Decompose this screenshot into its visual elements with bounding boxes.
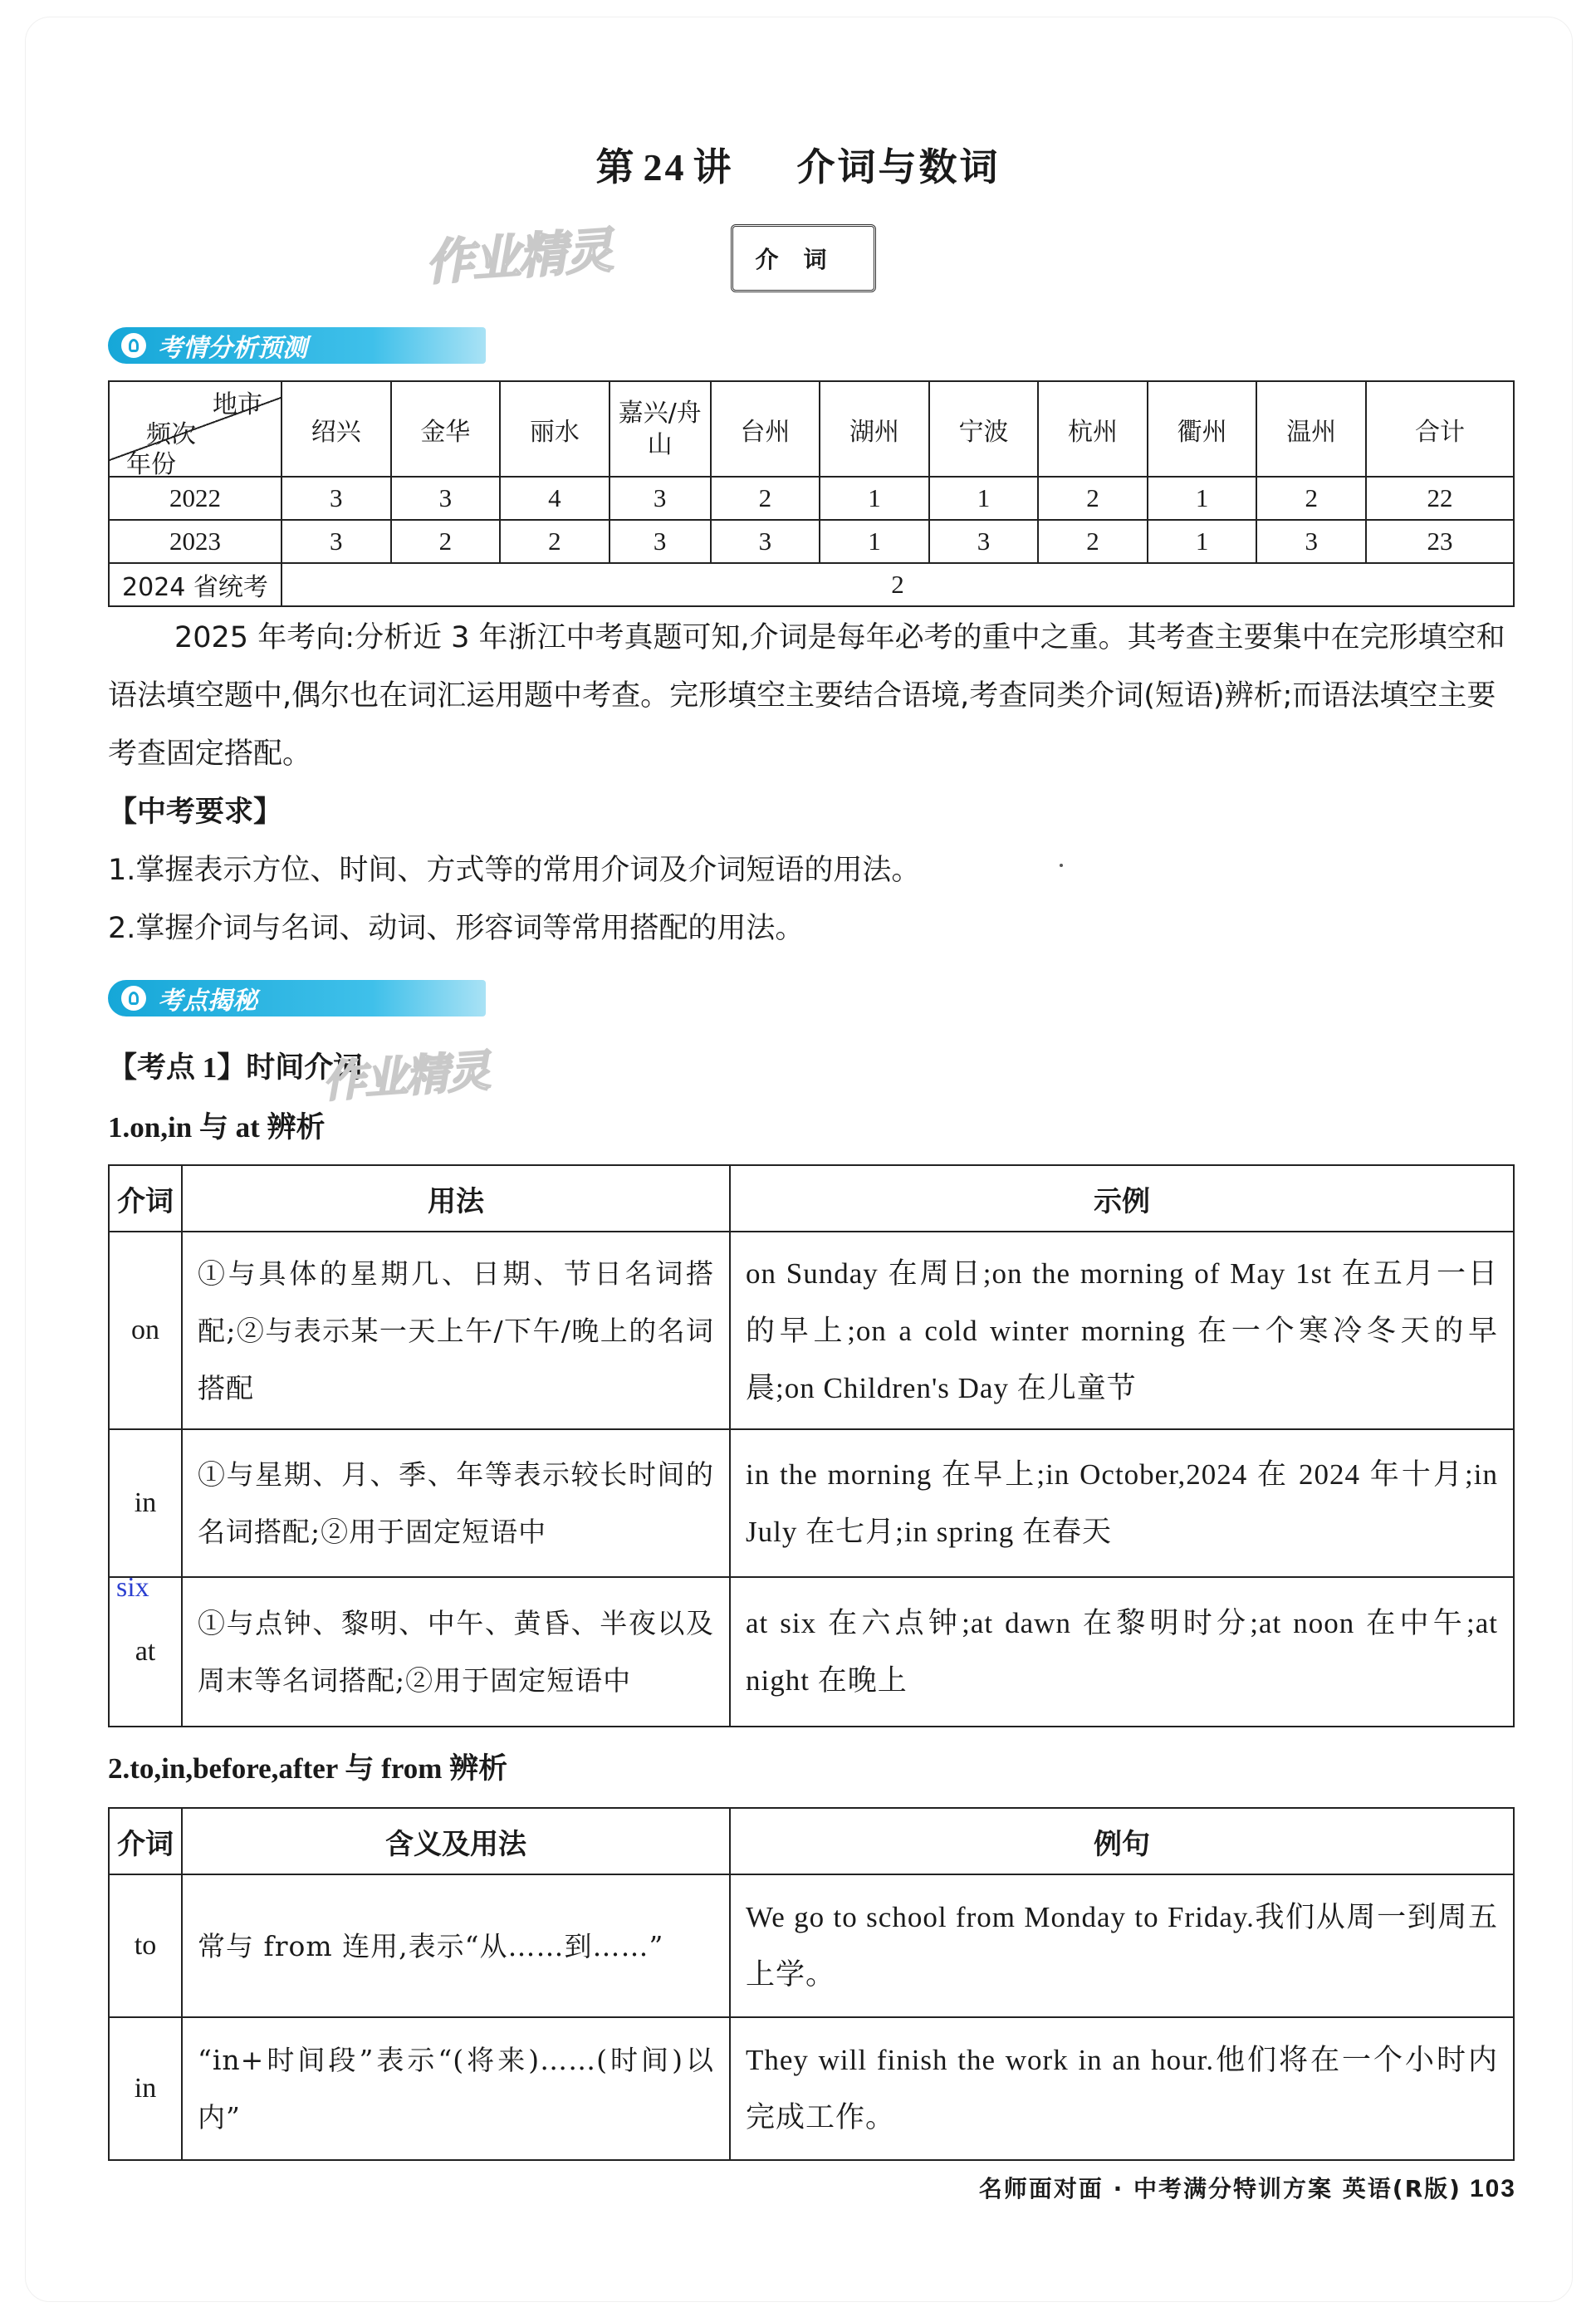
table-row: 2023 3 2 2 3 3 1 3 2 1 3 23: [109, 520, 1514, 563]
preposition-table: [108, 1807, 1515, 2161]
requirement-item: 2.掌握介词与名词、动词、形容词等常用搭配的用法。: [108, 912, 805, 945]
requirements: [108, 783, 1516, 958]
analysis-banner: 考情分析预测: [108, 327, 486, 364]
requirements-heading: 【中考要求】: [108, 796, 283, 829]
column-header: 介词: [109, 1808, 182, 1874]
column-header: 示例: [730, 1165, 1514, 1232]
sub-heading: 1.on,in 与 at 辨析: [108, 1111, 326, 1144]
trend-paragraph: 2025 年考向:分析近 3 年浙江中考真题可知,介词是每年必考的重中之重。其考查主要集中在完形填空和语法填空题中,偶尔也在词汇运用题中考查。完形填空主要结合语境,考查同类介词(短语)辨析;而语法填空主要考查固定搭配。: [108, 621, 1505, 771]
column-header: 丽水: [500, 381, 610, 477]
table-row: 2024 省统考 2: [109, 563, 1514, 606]
requirement-item: 1.掌握表示方位、时间、方式等的常用介词及介词短语的用法。: [108, 854, 921, 887]
watermark: 作业精灵: [321, 1046, 491, 1108]
column-header: 合计: [1366, 381, 1514, 477]
time-preposition-table: [108, 1164, 1515, 1727]
lightbulb-icon: [121, 333, 146, 358]
column-header: 杭州: [1038, 381, 1148, 477]
section-tag: 介词: [731, 224, 876, 292]
page-footer: 名师面对面 · 中考满分特训方案 英语(R版) 103: [978, 2175, 1516, 2202]
handwritten-annotation: six: [116, 1572, 149, 1603]
column-header: 用法: [182, 1165, 730, 1232]
table-row: in “in+时间段”表示“(将来)……(时间)以内” They will finish the work in an hour.他们将在一个小时内完成工作。: [109, 2017, 1514, 2160]
column-header: 宁波: [929, 381, 1039, 477]
column-header: 嘉兴/舟山: [610, 381, 711, 477]
table-row: in ①与星期、月、季、年等表示较长时间的名词搭配;②用于固定短语中 in the morning 在早上;in October,2024 在 2024 年十月;in July 在七月;in spring 在春天: [109, 1429, 1514, 1577]
lightbulb-icon: [121, 986, 146, 1011]
column-header: 台州: [711, 381, 820, 477]
column-header: 介词: [109, 1165, 182, 1232]
stats-table: [108, 380, 1515, 607]
column-header: 含义及用法: [182, 1808, 730, 1874]
point-heading: 【考点 1】时间介词: [108, 1051, 363, 1084]
table-row: 2022 3 3 4 3 2 1 1 2 1 2 22: [109, 477, 1514, 520]
column-header: 绍兴: [282, 381, 391, 477]
column-header: 衢州: [1148, 381, 1257, 477]
watermark: 作业精灵: [423, 222, 614, 291]
lecture-title: 第 24 讲 介词与数词: [595, 145, 1001, 189]
stray-dot: [1060, 864, 1063, 867]
points-banner: 考点揭秘: [108, 980, 486, 1016]
sub-heading: 2.to,in,before,after 与 from 辨析: [108, 1752, 508, 1785]
column-header: 湖州: [820, 381, 929, 477]
table-row: at ①与点钟、黎明、中午、黄昏、半夜以及周末等名词搭配;②用于固定短语中 at six 在六点钟;at dawn 在黎明时分;at noon 在中午;at night 在晚上: [109, 1577, 1514, 1727]
column-header: 金华: [391, 381, 501, 477]
table-row: to 常与 from 连用,表示“从……到……” We go to school from Monday to Friday.我们从周一到周五上学。: [109, 1874, 1514, 2017]
page-number: 103: [1469, 2175, 1516, 2202]
column-header: 例句: [730, 1808, 1514, 1874]
table-row: on ①与具体的星期几、日期、节日名词搭配;②与表示某一天上午/下午/晚上的名词搭配 on Sunday 在周日;on the morning of May 1st 在五月一日的早上;on a cold winter morning 在一个寒冷冬天的早晨;on Children's Day 在儿童节: [109, 1232, 1514, 1429]
corner-cell: 地市 频次 年份: [109, 381, 282, 477]
column-header: 温州: [1256, 381, 1366, 477]
